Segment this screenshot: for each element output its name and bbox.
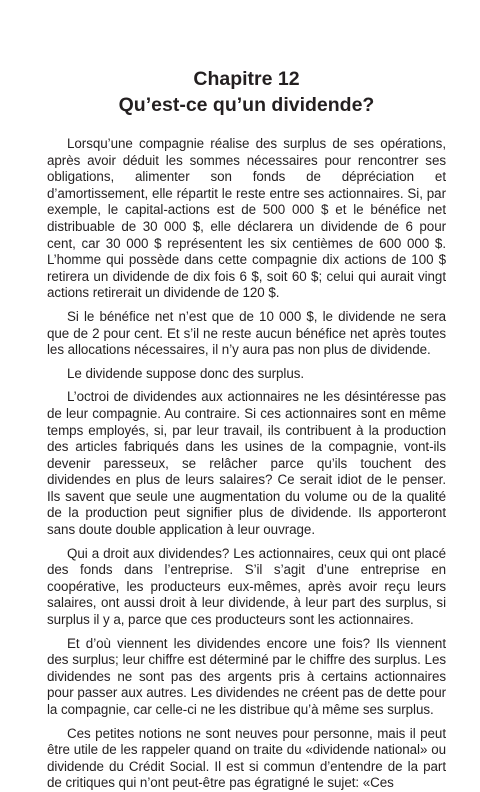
paragraph: Si le bénéfice net n’est que de 10 000 $, le dividende ne sera que de 2 pour cent. Et s’il ne reste aucun bénéfice net après toutes les allocations nécessaires, il n’y aura pas non plus de dividende. xyxy=(47,308,446,358)
paragraph: Lorsqu’une compagnie réalise des surplus de ses opérations, après avoir déduit les sommes nécessaires pour rencontrer ses obligations, alimenter son fonds de dépréciation et d’amortissement, elle répartit le reste entre ses actionnaires. Si, par exemple, le capital-actions est de 500 000 $ et le bénéfice net distribuable de 30 000 $, elle déclarera un dividende de 6 pour cent, car 30 000 $ représentent les six centièmes de 600 000 $. L’homme qui possède dans cette compagnie dix actions de 100 $ retirera un dividende de dix fois 6 $, soit 60 $; celui qui aurait vingt actions retirerait un dividende de 120 $. xyxy=(47,136,446,301)
paragraph: Qui a droit aux dividendes? Les actionnaires, ceux qui ont placé des fonds dans l’entreprise. S’il s’agit d’une entreprise en coopérative, les producteurs eux-mêmes, après avoir reçu leurs salaires, ont aussi droit à leur dividende, à leur part des surplus, si surplus il y a, parce que ces producteurs sont les actionnaires. xyxy=(47,545,446,628)
chapter-body xyxy=(47,136,446,792)
chapter-heading xyxy=(47,66,446,118)
paragraph: Le dividende suppose donc des surplus. xyxy=(67,365,305,381)
paragraph: Ces petites notions ne sont neuves pour personne, mais il peut être utile de les rappeler quand on traite du «dividende national» ou dividende du Crédit Social. Il est si commun d’entendre de la part de critiques qui n’ont peut-être pas égratigné le sujet: «Ces xyxy=(47,725,446,791)
paragraph: L’octroi de dividendes aux actionnaires ne les désintéresse pas de leur compagnie. Au contraire. Si ces actionnaires sont en même temps employés, si, par leur travail, ils contribuent à la production des articles fabriqués dans les usines de la compagnie, vont-ils devenir paresseux, se relâcher parce qu’ils touchent des dividendes en plus de leurs salaires? Ce serait idiot de le penser. Ils savent que seule une augmentation du volume ou de la qualité de la production peut signifier plus de dividende. Ils apporteront sans doute double application à leur ouvrage. xyxy=(47,389,446,538)
chapter-title: Qu’est-ce qu’un dividende? xyxy=(118,94,375,116)
chapter-number: Chapitre 12 xyxy=(193,68,300,90)
paragraph: Et d’où viennent les dividendes encore une fois? Ils viennent des surplus; leur chiffre est déterminé par le chiffre des surplus. Les dividendes ne sont pas des argents pris à certains actionnaires pour passer aux autres. Les dividendes ne créent pas de dette pour la compagnie, car celle-ci ne les distribue qu’à même ses surplus. xyxy=(47,635,446,717)
